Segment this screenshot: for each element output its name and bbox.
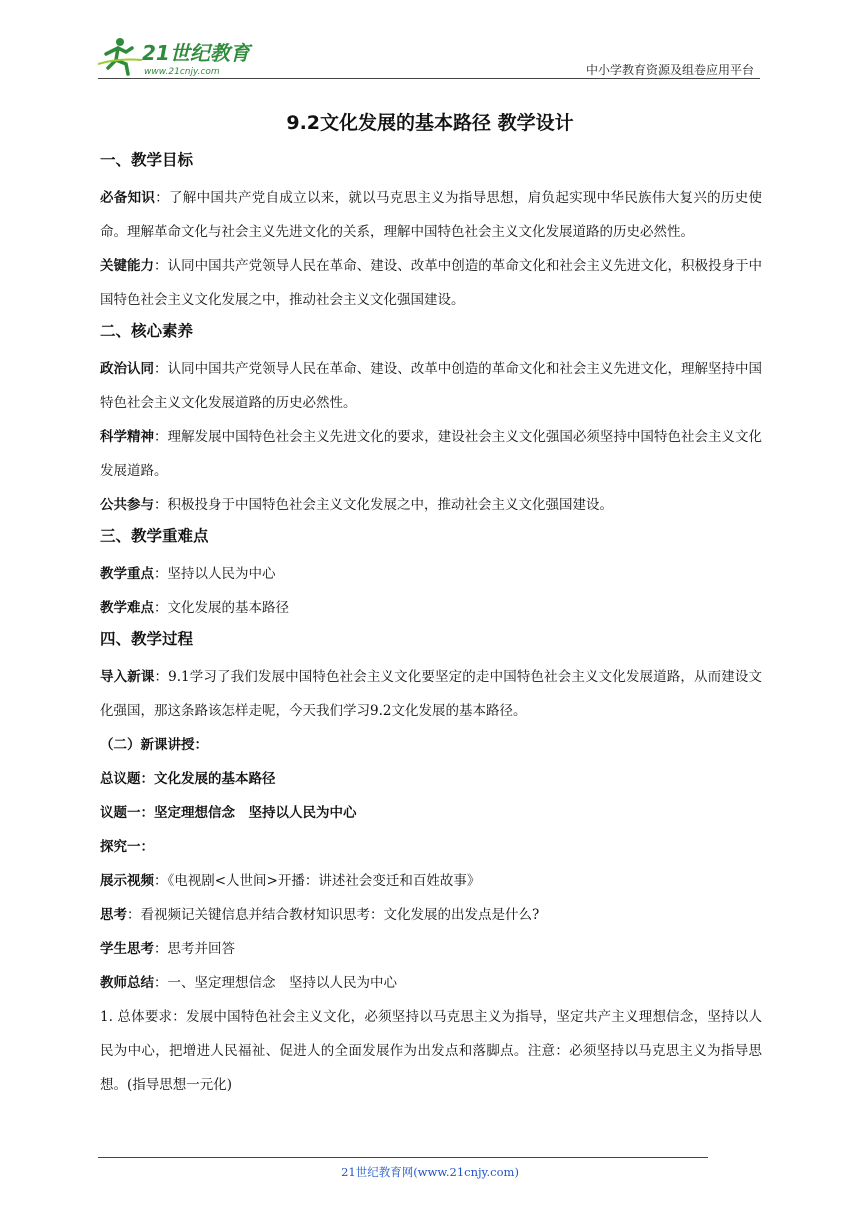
paragraph [100, 864, 762, 898]
header-slogan: 中小学教育资源及组卷应用平台 [585, 63, 754, 77]
paragraph-label: 展示视频 [100, 873, 154, 889]
paragraph-text: ：一、坚定理想信念 坚持以人民为中心 [154, 975, 397, 991]
paragraph [100, 728, 762, 762]
paragraph-label: 关键能力 [100, 258, 155, 274]
paragraph-text: ：9.1学习了我们发展中国特色社会主义文化要坚定的走中国特色社会主义文化发展道路，从而建设文化强国，那这条路该怎样走呢，今天我们学习9.2文化发展的基本路径。 [100, 669, 763, 719]
site-logo[interactable] [98, 34, 268, 78]
paragraph [100, 762, 762, 796]
paragraph-label: 学生思考 [100, 941, 154, 957]
paragraph-label: 公共参与 [100, 497, 154, 513]
paragraph-label: 政治认同 [100, 361, 155, 377]
paragraph-label: 议题一：坚定理想信念 坚持以人民为中心 [100, 805, 357, 821]
paragraph-label: 总议题：文化发展的基本路径 [100, 771, 276, 787]
paragraph-text: ：认同中国共产党领导人民在革命、建设、改革中创造的革命文化和社会主义先进文化，积极投身于中国特色社会主义文化发展之中，推动社会主义文化强国建设。 [100, 258, 763, 308]
paragraph [100, 966, 762, 1000]
paragraph [100, 898, 762, 932]
paragraph-text: ：《电视剧<人世间>开播：讲述社会变迁和百姓故事》 [154, 873, 481, 889]
runner-logo-icon [98, 34, 268, 78]
section-heading: 二、核心素养 [100, 322, 194, 340]
header-divider [98, 78, 760, 79]
section-heading: 三、教学重难点 [100, 527, 209, 545]
paragraph-label: 思考 [100, 907, 127, 923]
paragraph [100, 557, 762, 591]
paragraph-label: 教师总结 [100, 975, 154, 991]
paragraph-label: 导入新课 [100, 669, 155, 685]
paragraph [100, 591, 762, 625]
paragraph-text: ：看视频记关键信息并结合教材知识思考：文化发展的出发点是什么? [127, 907, 540, 923]
paragraph-text: 1. 总体要求：发展中国特色社会主义文化，必须坚持以马克思主义为指导，坚定共产主义理想信念，坚持以人民为中心，把增进人民福祉、促进人的全面发展作为出发点和落脚点。注意：必须坚持以马克思主义为指导思想。(指导思想一元化) [100, 1009, 762, 1093]
paragraph-label: 探究一： [100, 839, 154, 855]
footer-divider [98, 1157, 708, 1158]
paragraph-text: ：文化发展的基本路径 [154, 600, 289, 616]
paragraph [100, 249, 762, 317]
paragraph [100, 796, 762, 830]
paragraph [100, 181, 762, 249]
section-heading: 一、教学目标 [100, 151, 194, 169]
paragraph-text: ：理解发展中国特色社会主义先进文化的要求，建设社会主义文化强国必须坚持中国特色社会主义文化发展道路。 [100, 429, 763, 479]
logo-url: www.21cnjy.com [144, 67, 220, 77]
page-header [98, 30, 760, 80]
paragraph-text: ：坚持以人民为中心 [154, 566, 276, 582]
paragraph-label: 必备知识 [100, 190, 156, 206]
document-title: 9.2文化发展的基本路径 教学设计 [286, 112, 574, 134]
paragraph [100, 1000, 762, 1102]
paragraph-text: ：认同中国共产党领导人民在革命、建设、改革中创造的革命文化和社会主义先进文化，理解坚持中国特色社会主义文化发展道路的历史必然性。 [100, 361, 763, 411]
paragraph-label: 教学难点 [100, 600, 154, 616]
paragraph [100, 352, 762, 420]
paragraph-label: 科学精神 [100, 429, 155, 445]
paragraph-text: ：积极投身于中国特色社会主义文化发展之中，推动社会主义文化强国建设。 [154, 497, 613, 513]
section-heading: 四、教学过程 [100, 630, 194, 648]
document-body [100, 148, 762, 1102]
footer-link[interactable]: 21世纪教育网(www.21cnjy.com) [341, 1165, 519, 1179]
paragraph-text: ：思考并回答 [154, 941, 235, 957]
paragraph-text: ：了解中国共产党自成立以来，就以马克思主义为指导思想，肩负起实现中华民族伟大复兴的历史使命。理解革命文化与社会主义先进文化的关系，理解中国特色社会主义文化发展道路的历史必然性。 [100, 190, 763, 240]
paragraph-label: （二）新课讲授： [100, 737, 208, 753]
paragraph [100, 830, 762, 864]
paragraph-label: 教学重点 [100, 566, 154, 582]
paragraph [100, 420, 762, 488]
paragraph [100, 488, 762, 522]
paragraph [100, 932, 762, 966]
logo-text: 21世纪教育 [142, 41, 250, 65]
paragraph [100, 660, 762, 728]
